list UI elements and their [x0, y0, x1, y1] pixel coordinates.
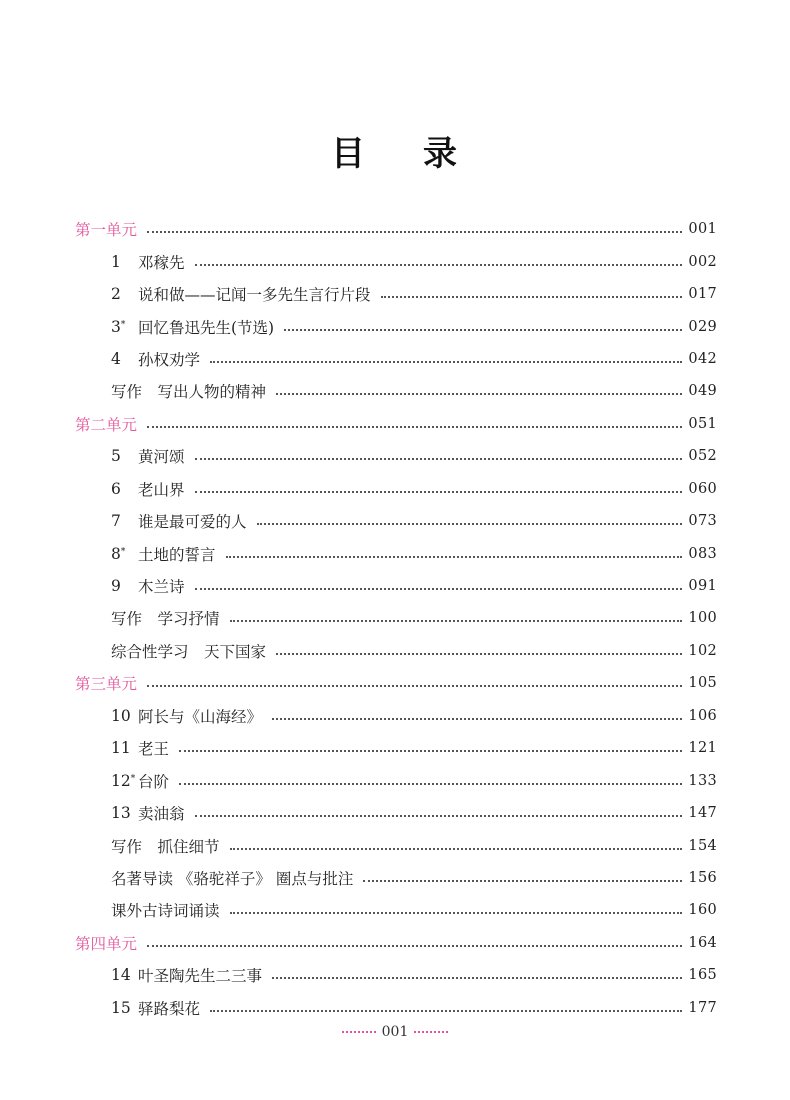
dot-leader [210, 361, 682, 363]
page-number: 091 [688, 578, 717, 595]
toc-entry-row[interactable] [75, 310, 717, 342]
lesson-number-text: 13 [111, 804, 131, 823]
page-number: 052 [688, 448, 717, 465]
toc-entry-row[interactable] [75, 570, 717, 602]
page-number: 060 [688, 480, 717, 497]
title-char: 录 [423, 134, 459, 174]
unit-label: 第四单元 [75, 934, 138, 953]
page-number: 164 [688, 934, 717, 951]
dot-leader [230, 912, 683, 914]
lesson-number-text: 7 [111, 512, 121, 531]
dot-leader [276, 393, 682, 395]
lesson-number-text: 4 [111, 349, 121, 368]
page-footer [0, 1024, 790, 1040]
dot-leader [230, 848, 683, 850]
dot-leader [272, 977, 682, 979]
lesson-number-text: 14 [111, 966, 131, 985]
lesson-number [111, 804, 138, 822]
toc-entry-row[interactable] [75, 959, 717, 991]
entry-title: 邓稼先 [138, 253, 185, 272]
lesson-number [111, 285, 138, 303]
lesson-number [111, 318, 138, 336]
dot-leader [363, 880, 682, 882]
footer-right-dots [414, 1031, 448, 1033]
toc-entry-row[interactable] [75, 732, 717, 764]
dot-leader [230, 620, 683, 622]
entry-title: 综合性学习 天下国家 [111, 642, 267, 661]
page-number: 001 [688, 221, 717, 238]
lesson-number-text: 2 [111, 285, 121, 304]
entry-title: 木兰诗 [138, 578, 185, 597]
toc-entry-row[interactable] [75, 343, 717, 375]
lesson-number-text: 10 [111, 706, 131, 725]
page-number: 106 [688, 707, 717, 724]
entry-title: 名著导读 《骆驼祥子》 圈点与批注 [111, 869, 354, 888]
lesson-number [111, 253, 138, 271]
page-number: 147 [688, 805, 717, 822]
toc-entry-row[interactable] [75, 764, 717, 796]
page-number: 002 [688, 253, 717, 270]
toc-entry-row[interactable] [75, 992, 717, 1024]
optional-lesson-mark: * [120, 546, 126, 557]
optional-lesson-mark: * [130, 773, 136, 784]
dot-leader [179, 750, 682, 752]
entry-title: 老山界 [138, 480, 185, 499]
lesson-number [111, 577, 138, 595]
page-number: 083 [688, 545, 717, 562]
toc-entry-row[interactable] [75, 440, 717, 472]
dot-leader [179, 783, 682, 785]
entry-title: 卖油翁 [138, 805, 185, 824]
page-number: 133 [688, 772, 717, 789]
toc-entry-row[interactable] [75, 635, 717, 667]
toc-entry-row[interactable] [75, 375, 717, 407]
dot-leader [210, 1010, 682, 1012]
lesson-number-text: 1 [111, 252, 121, 271]
entry-title: 阿长与《山海经》 [138, 707, 263, 726]
page-number: 154 [688, 837, 717, 854]
entry-title: 叶圣陶先生二三事 [138, 967, 263, 986]
page-number: 177 [688, 999, 717, 1016]
lesson-number [111, 707, 138, 725]
page-title [0, 126, 790, 175]
entry-title: 写作 学习抒情 [111, 610, 220, 629]
entry-title: 黄河颂 [138, 448, 185, 467]
toc-unit-row[interactable] [75, 408, 717, 440]
toc-entry-row[interactable] [75, 862, 717, 894]
toc-unit-row[interactable] [75, 213, 717, 245]
dot-leader [147, 685, 682, 687]
page-number: 100 [688, 610, 717, 627]
unit-label: 第一单元 [75, 221, 138, 240]
dot-leader [195, 264, 683, 266]
entry-title: 驿路梨花 [138, 999, 201, 1018]
page-number: 029 [688, 318, 717, 335]
entry-title: 谁是最可爱的人 [138, 513, 247, 532]
entry-title: 回忆鲁迅先生(节选) [138, 318, 275, 337]
toc-entry-row[interactable] [75, 278, 717, 310]
entry-title: 老王 [138, 740, 170, 759]
page-number: 049 [688, 383, 717, 400]
lesson-number-text: 8 [111, 544, 121, 563]
lesson-number-text: 9 [111, 577, 121, 596]
page-number: 160 [688, 902, 717, 919]
page-number: 165 [688, 967, 717, 984]
page-number: 073 [688, 513, 717, 530]
lesson-number [111, 966, 138, 984]
dot-leader [257, 523, 683, 525]
toc-entry-row[interactable] [75, 505, 717, 537]
dot-leader [195, 588, 683, 590]
toc-entry-row[interactable] [75, 245, 717, 277]
page-number: 121 [688, 740, 717, 757]
dot-leader [195, 458, 683, 460]
dot-leader [226, 556, 683, 558]
dot-leader [381, 296, 683, 298]
footer-left-dots [342, 1031, 376, 1033]
lesson-number [111, 772, 138, 790]
toc-entry-row[interactable] [75, 602, 717, 634]
entry-title: 课外古诗词诵读 [111, 902, 220, 921]
dot-leader [284, 329, 682, 331]
dot-leader [195, 815, 683, 817]
unit-label: 第二单元 [75, 415, 138, 434]
entry-title: 写作 写出人物的精神 [111, 383, 267, 402]
page-number: 102 [688, 642, 717, 659]
lesson-number [111, 545, 138, 563]
page-number: 051 [688, 415, 717, 432]
lesson-number-text: 6 [111, 479, 121, 498]
table-of-contents [75, 213, 717, 1024]
entry-title: 孙权劝学 [138, 350, 201, 369]
entry-title: 说和做——记闻一多先生言行片段 [138, 286, 371, 305]
dot-leader [147, 945, 682, 947]
toc-entry-row[interactable] [75, 537, 717, 569]
lesson-number [111, 512, 138, 530]
lesson-number [111, 999, 138, 1017]
toc-entry-row[interactable] [75, 829, 717, 861]
page-number: 105 [688, 675, 717, 692]
lesson-number [111, 350, 138, 368]
toc-entry-row[interactable] [75, 894, 717, 926]
page-number: 017 [688, 286, 717, 303]
dot-leader [272, 718, 682, 720]
entry-title: 写作 抓住细节 [111, 837, 220, 856]
footer-page-number: 001 [381, 1024, 409, 1040]
lesson-number-text: 15 [111, 998, 131, 1017]
page-number: 042 [688, 350, 717, 367]
entry-title: 台阶 [138, 772, 170, 791]
lesson-number [111, 739, 138, 757]
lesson-number-text: 5 [111, 447, 121, 466]
optional-lesson-mark: * [120, 319, 126, 330]
lesson-number-text: 3 [111, 317, 121, 336]
toc-unit-row[interactable] [75, 667, 717, 699]
dot-leader [276, 653, 682, 655]
title-char: 目 [331, 134, 367, 174]
lesson-number-text: 11 [111, 739, 131, 758]
dot-leader [195, 491, 683, 493]
unit-label: 第三单元 [75, 675, 138, 694]
lesson-number [111, 480, 138, 498]
toc-entry-row[interactable] [75, 797, 717, 829]
toc-entry-row[interactable] [75, 473, 717, 505]
lesson-number-text: 12 [111, 771, 131, 790]
dot-leader [147, 231, 682, 233]
toc-entry-row[interactable] [75, 700, 717, 732]
dot-leader [147, 426, 682, 428]
lesson-number [111, 447, 138, 465]
page-number: 156 [688, 869, 717, 886]
toc-unit-row[interactable] [75, 927, 717, 959]
entry-title: 土地的誓言 [138, 545, 216, 564]
